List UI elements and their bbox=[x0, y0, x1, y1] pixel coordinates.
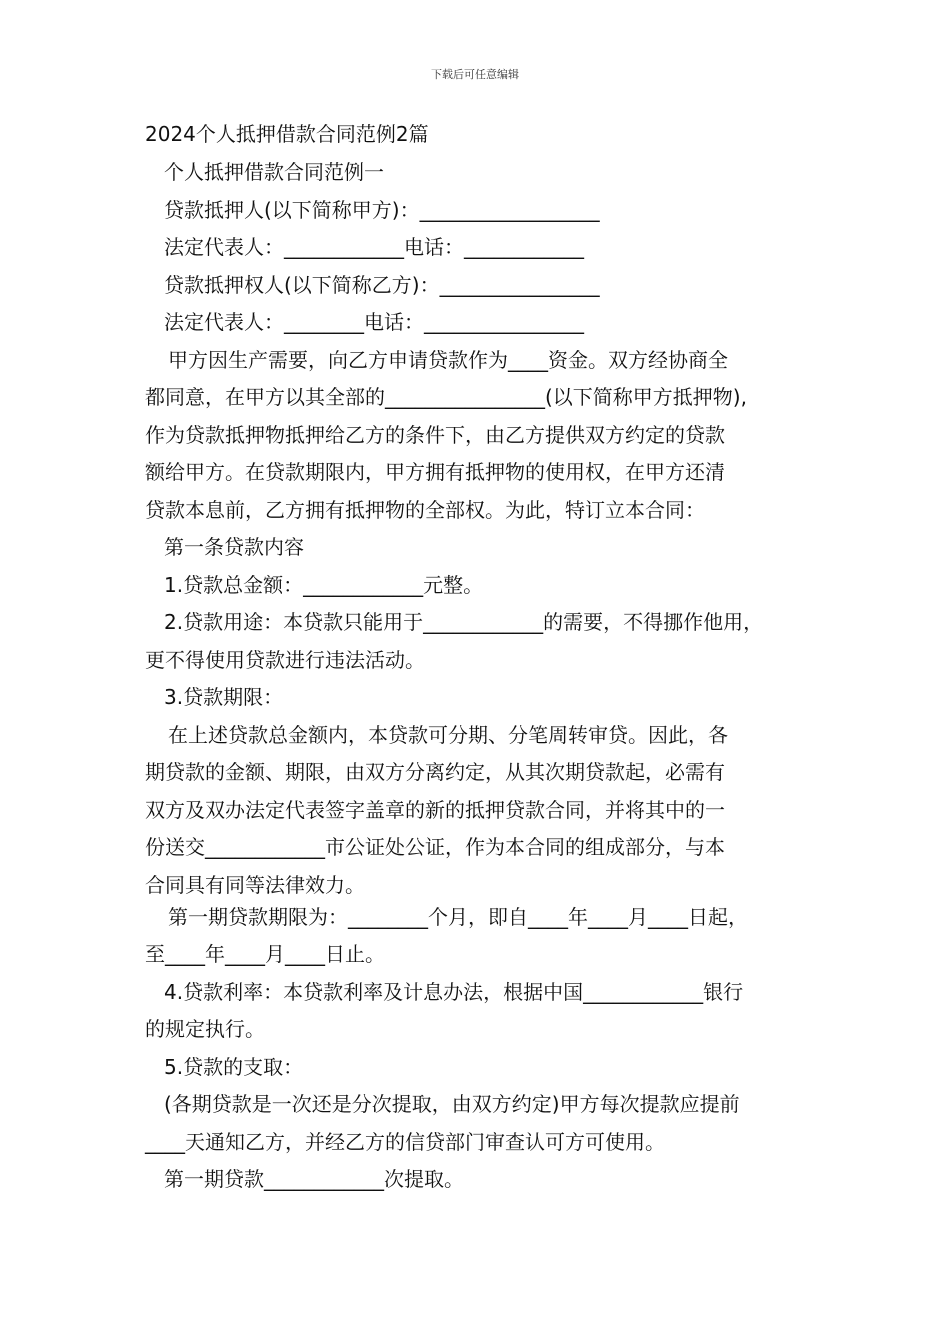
paragraph-line: 作为贷款抵押物抵押给乙方的条件下，由乙方提供双方约定的贷款 bbox=[145, 423, 725, 447]
page-header-note: 下载后可任意编辑 bbox=[431, 68, 519, 81]
paragraph-line: 合同具有同等法律效力。 bbox=[145, 873, 365, 897]
mortgagee-line: 贷款抵押权人(以下简称乙方)：________________ bbox=[164, 273, 600, 297]
article-heading: 第一条贷款内容 bbox=[164, 535, 304, 559]
clause-line: 2.贷款用途：本贷款只能用于____________的需要，不得挪作他用， bbox=[164, 610, 764, 634]
section-heading: 个人抵押借款合同范例一 bbox=[164, 160, 384, 184]
paragraph-line: 双方及双办法定代表签字盖章的新的抵押贷款合同，并将其中的一 bbox=[145, 798, 725, 822]
clause-line: 5.贷款的支取： bbox=[164, 1055, 304, 1079]
mortgagor-line: 贷款抵押人(以下简称甲方)：__________________ bbox=[164, 198, 600, 222]
clause-line: 4.贷款利率：本贷款利率及计息办法，根据中国____________银行 bbox=[164, 980, 744, 1004]
clause-line: 更不得使用贷款进行违法活动。 bbox=[145, 648, 425, 672]
clause-line: 1.贷款总金额：____________元整。 bbox=[164, 573, 484, 597]
paragraph-line: 至____年____月____日止。 bbox=[145, 942, 385, 966]
clause-line: ____天通知乙方，并经乙方的信贷部门审查认可方可使用。 bbox=[145, 1130, 665, 1154]
paragraph-line: 第一期贷款期限为：________个月，即自____年____月____日起， bbox=[168, 905, 748, 929]
paragraph-line: 期贷款的金额、期限，由双方分离约定，从其次期贷款起，必需有 bbox=[145, 760, 725, 784]
paragraph-line: 份送交____________市公证处公证，作为本合同的组成部分，与本 bbox=[145, 835, 725, 859]
paragraph-line: 都同意，在甲方以其全部的________________(以下简称甲方抵押物), bbox=[145, 385, 747, 409]
paragraph-line: 额给甲方。在贷款期限内，甲方拥有抵押物的使用权，在甲方还清 bbox=[145, 460, 725, 484]
document-title: 2024个人抵押借款合同范例2篇 bbox=[145, 122, 429, 146]
paragraph-line: 贷款本息前，乙方拥有抵押物的全部权。为此，特订立本合同： bbox=[145, 498, 705, 522]
clause-line: (各期贷款是一次还是分次提取，由双方约定)甲方每次提款应提前 bbox=[164, 1092, 740, 1116]
legal-rep-line: 法定代表人：________电话：________________ bbox=[164, 310, 584, 334]
paragraph-line: 在上述贷款总金额内，本贷款可分期、分笔周转审贷。因此，各 bbox=[168, 723, 728, 747]
paragraph-line: 甲方因生产需要，向乙方申请贷款作为____资金。双方经协商全 bbox=[168, 348, 728, 372]
clause-line: 第一期贷款____________次提取。 bbox=[164, 1167, 464, 1191]
clause-line: 的规定执行。 bbox=[145, 1017, 265, 1041]
legal-rep-line: 法定代表人：____________电话：____________ bbox=[164, 235, 584, 259]
clause-line: 3.贷款期限： bbox=[164, 685, 284, 709]
